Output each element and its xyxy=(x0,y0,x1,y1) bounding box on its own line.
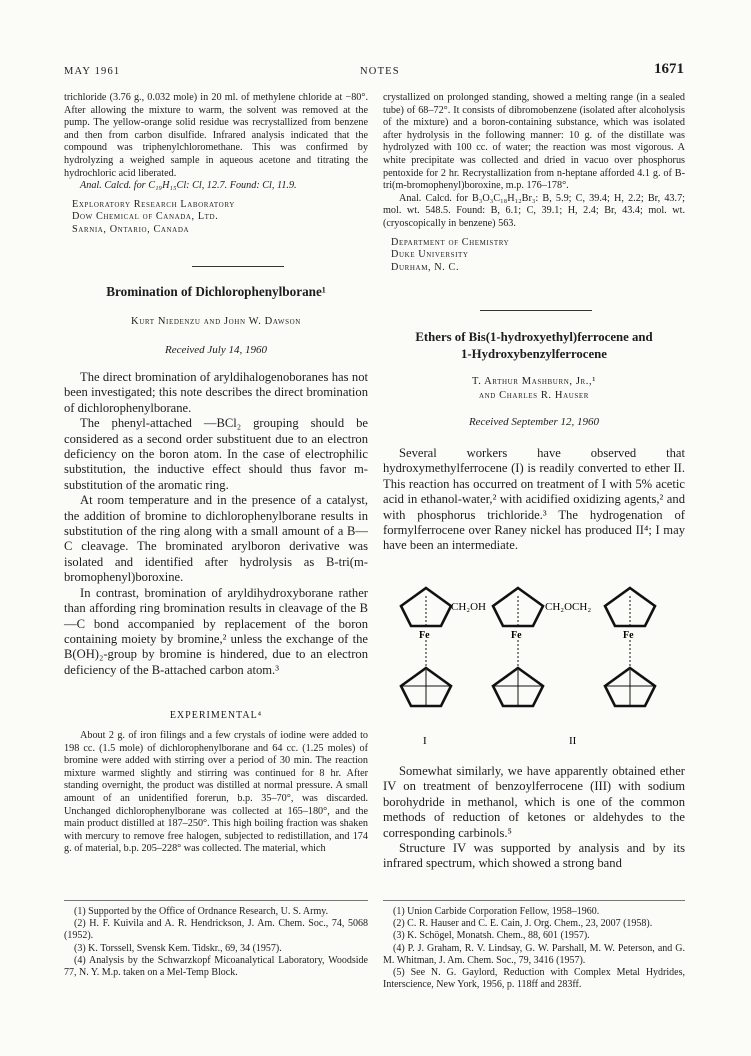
running-header-date: MAY 1961 xyxy=(64,66,121,77)
iron-atom-label: Fe xyxy=(511,630,522,641)
article-title-line2: 1-Hydroxybenzylferrocene xyxy=(461,347,607,361)
compound-label: I xyxy=(423,735,427,747)
affiliation-line: Duke University xyxy=(391,249,469,261)
footnote: (1) Supported by the Office of Ordnance Research, U. S. Army. xyxy=(74,906,329,917)
footnote-rule xyxy=(64,900,368,901)
body-paragraph: In contrast, bromination of aryldihydroxyborane rather than affording ring bromination results in cleavage of the B—C bond accompanied by replacement of the boron containing moiety by bromine,² unless the exchange of the B(OH)₂-group by bromine is hindered, due to an electron deficiency of the B-attached carbon atom.³ xyxy=(64,585,368,677)
right-top-section xyxy=(383,92,685,274)
bridge-label: CH₂OCH₂ xyxy=(545,601,592,613)
ferrocene-structures-figure xyxy=(383,570,685,770)
body-paragraph: Several workers have observed that hydroxymethylferrocene (I) is readily converted to ether II. This reaction has occurred on treatment of I with 5% acetic acid in ethanol-water,² with acidified oxidizing agents,² and with phosphorus trichloride.³ The hydrogenation of formylferrocene over Raney nickel has produced II⁴; I may have been an intermediate. xyxy=(383,446,685,553)
article-body-continued xyxy=(383,764,685,872)
section-divider xyxy=(192,266,284,267)
body-paragraph: The direct bromination of aryldihalogenoboranes has not been investigated; this note describes the direct bromination of dichlorophenylborane. xyxy=(64,370,368,415)
iron-atom-label: Fe xyxy=(623,630,634,641)
experimental-heading: EXPERIMENTAL⁴ xyxy=(169,710,263,721)
body-paragraph: Structure IV was supported by analysis and by its infrared spectrum, which showed a strong band xyxy=(383,841,685,871)
received-date: Received September 12, 1960 xyxy=(468,416,600,428)
footnote: (4) P. J. Graham, R. V. Lindsay, G. W. Parshall, M. W. Peterson, and G. M. Whitman, J. Am. Chem. Soc., 79, 3416 (1957). xyxy=(383,942,685,966)
affiliation-line: Sarnia, Ontario, Canada xyxy=(72,223,190,235)
experimental-paragraph: About 2 g. of iron filings and a few crystals of iodine were added to 198 cc. (1.5 mole) of dichlorophenylborane and 64 cc. (1.25 moles) of bromine were added with stirring over a period of 30 min. The reaction mixture warmed slightly and stirring was continued for 8 hr. After standing overnight, the product was distilled at normal pressure. A small amount of an unidentified forerun, b.p. 35–70°, was discarded. Unchanged dichlorophenylborane was collected at 165–180°, and the main product distilled at 187–250°. This high boiling fraction was shaken with mercury to remove free halogen, subjected to redistillation, and 174 g. of material, b.p. 205–228° was collected. The material, which xyxy=(64,730,368,855)
left-paragraph: trichloride (3.76 g., 0.032 mole) in 20 ml. of methylene chloride at −80°. After allowing the mixture to warm, the solvent was removed at the pump. The yellow-orange solid residue was recrystallized from benzene and then from carbon disulfide. Infrared analysis indicated that the compound was triphenylchloromethane. This was confirmed by hydrolyzing a weighed sample in aqueous acetone and titrating the hydrochloric acid liberated. xyxy=(64,92,368,179)
body-paragraph: At room temperature and in the presence of a catalyst, the addition of bromine to dichlorophenylborane results in substitution of the ring along with a small amount of a B—C cleavage. The brominated arylboron derivative was isolated and identified after hydrolysis as B-tri(m-bromophenyl)boroxine. xyxy=(64,493,368,585)
article-title: Bromination of Dichlorophenylborane¹ xyxy=(106,284,326,299)
footnote: (5) See N. G. Gaylord, Reduction with Complex Metal Hydrides, Interscience, New York, 1956, p. 118ff and 283ff. xyxy=(383,967,685,991)
footnote: (2) H. F. Kuivila and A. R. Hendrickson, J. Am. Chem. Soc., 74, 5068 (1952). xyxy=(64,918,368,942)
footnote-rule xyxy=(383,900,685,901)
body-paragraph: Somewhat similarly, we have apparently obtained ether IV on treatment of benzoylferrocene (III) with sodium borohydride in methanol, which is one of the common methods of reduction of ketones or aldehydes to the corresponding carbinols.⁵ xyxy=(383,764,685,840)
running-header-section: NOTES xyxy=(360,66,400,77)
article-title-line1: Ethers of Bis(1-hydroxyethyl)ferrocene and xyxy=(415,330,653,344)
left-top-section xyxy=(64,92,368,237)
footnote: (3) K. Torssell, Svensk Kem. Tidskr., 69, 34 (1957). xyxy=(74,942,282,954)
received-date: Received July 14, 1960 xyxy=(164,344,267,356)
compound-label: II xyxy=(569,735,577,747)
footnote: (4) Analysis by the Schwarzkopf Micoanalytical Laboratory, Woodside 77, N. Y. M.p. taken on a Mel-Temp Block. xyxy=(64,954,368,979)
left-analysis: Anal. Calcd. for C₁₉H₁₅Cl: Cl, 12.7. Found: Cl, 11.9. xyxy=(80,180,297,192)
substituent-label: CH₂OH xyxy=(451,601,487,613)
ferrocene-structure-I xyxy=(401,588,486,747)
body-paragraph: The phenyl-attached —BCl₂ grouping should be considered as a second order substituent due to an electron deficiency on the boron atom. In the case of electrophilic substitution, the inductive effect should thus favor m-substitution of the aromatic ring. xyxy=(64,416,368,492)
footnote: (3) K. Schögel, Monatsh. Chem., 88, 601 (1957). xyxy=(393,930,590,942)
ferrocene-structure-II-left xyxy=(493,588,591,706)
footnotes-left xyxy=(64,906,368,979)
iron-atom-label: Fe xyxy=(419,630,430,641)
article-authors: Kurt Niedenzu and John W. Dawson xyxy=(131,316,301,327)
affiliation-line: Exploratory Research Laboratory xyxy=(72,198,235,210)
footnotes-right xyxy=(383,906,685,991)
experimental-section xyxy=(64,730,368,856)
article-author: and Charles R. Hauser xyxy=(478,390,590,401)
article-author: T. Arthur Mashburn, Jr.,¹ xyxy=(471,376,596,387)
affiliation-line: Department of Chemistry xyxy=(391,236,510,248)
affiliation-line: Durham, N. C. xyxy=(391,261,460,273)
footnote: (2) C. R. Hauser and C. E. Cain, J. Org. Chem., 23, 2007 (1958). xyxy=(393,918,653,930)
footnote: (1) Union Carbide Corporation Fellow, 1958–1960. xyxy=(393,906,600,917)
right-paragraph: crystallized on prolonged standing, showed a melting range (in a sealed tube) of 68–72°. It consists of dibromobenzene (isolated after alcoholysis of the mixture) and a boron-containing substance, which was isolated after hydrolysis in the following manner: 10 g. of the distillate was hydrolyzed with 100 cc. of water; the reaction was most vigorous. A white precipitate was collected and dried in vacuo over phosphorus pentoxide for 2 hr. Recrystallization from n-heptane afforded 4.1 g. of B-tri(m-bromophenyl)boroxine, m.p. 176–178°. xyxy=(383,92,685,192)
article-body xyxy=(64,370,368,678)
article-body xyxy=(383,446,685,554)
page-number: 1671 xyxy=(654,61,684,77)
section-divider xyxy=(480,310,592,311)
right-analysis: Anal. Calcd. for B₃O₃C₁₈H₁₂Br₃: B, 5.9; C, 39.4; H, 2.2; Br, 43.7; mol. wt. 548.5. Found: B, 6.1; C, 39.1; H, 2.4; Br, 43.4; mol. wt. (cryoscopically in benzene) 563. xyxy=(383,192,685,229)
affiliation-line: Dow Chemical of Canada, Ltd. xyxy=(72,211,219,223)
